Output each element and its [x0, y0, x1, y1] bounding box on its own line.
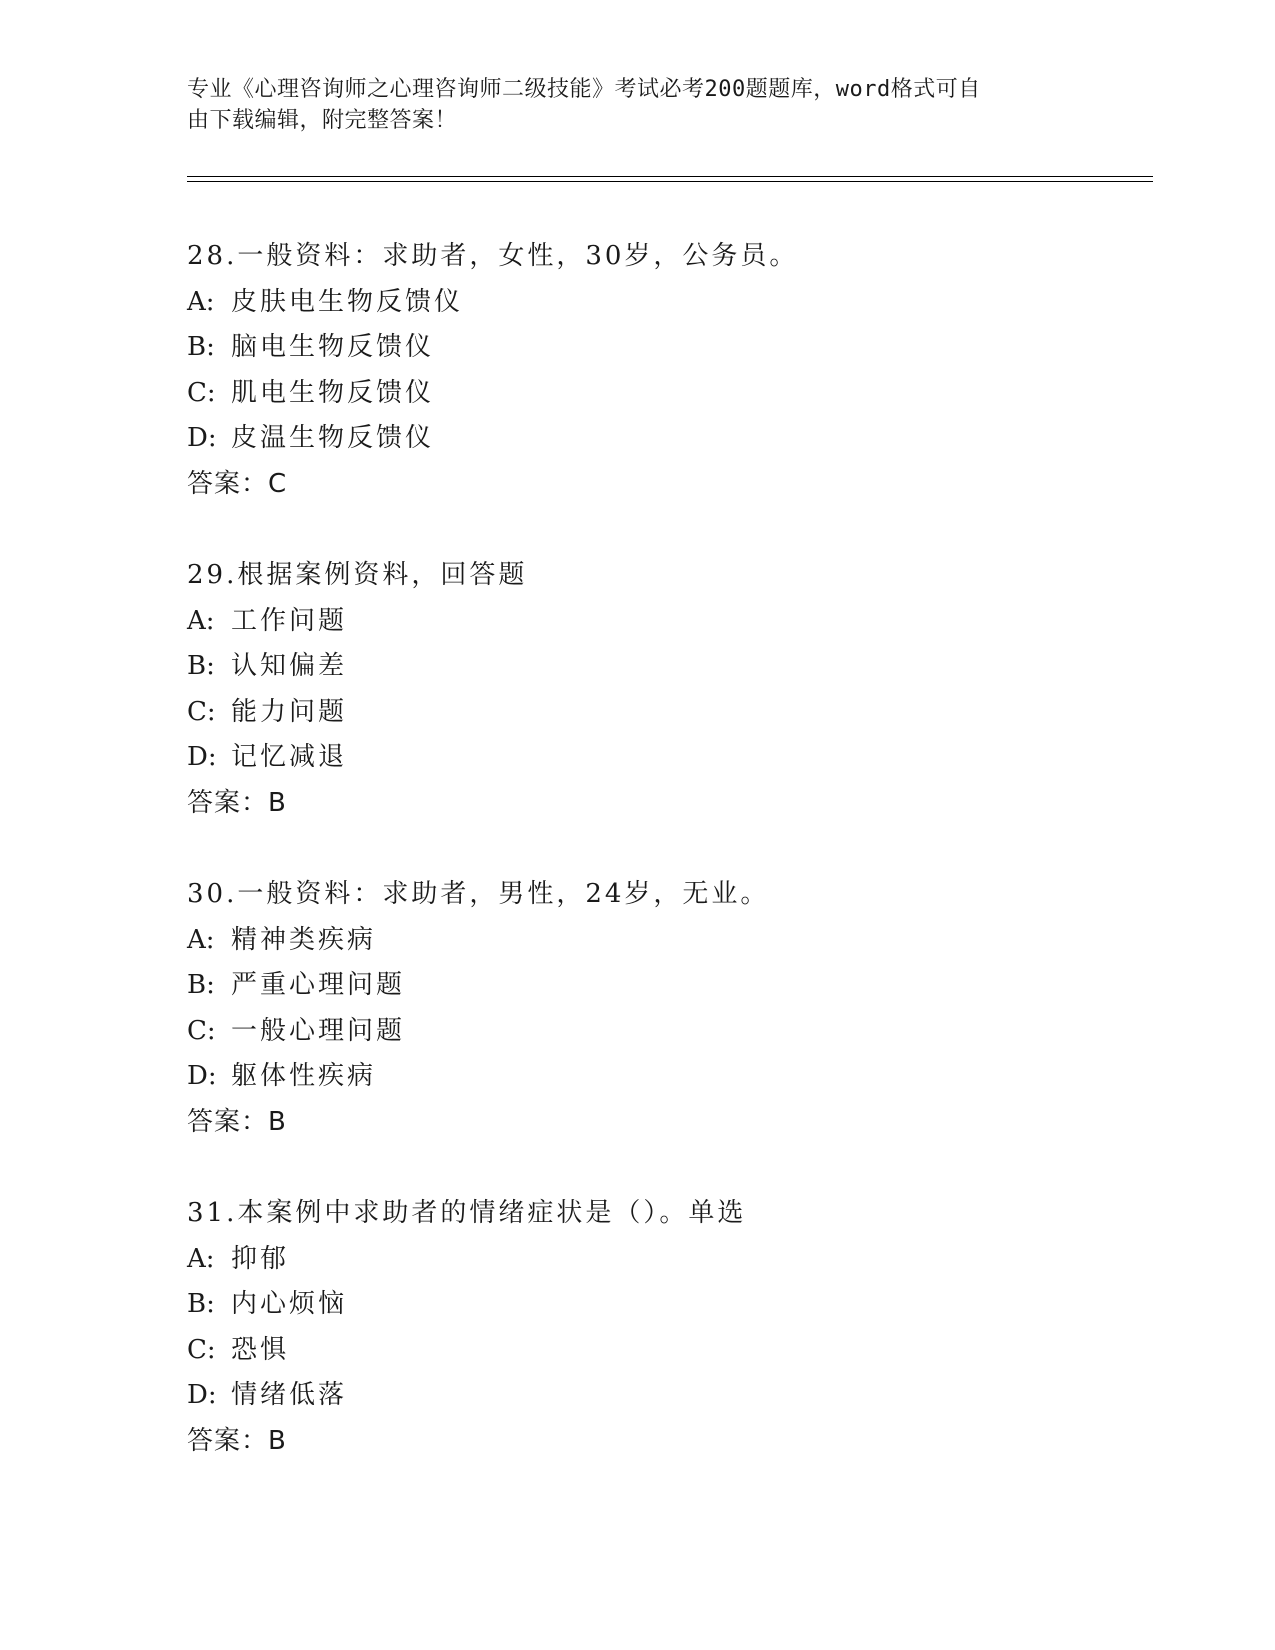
option-letter: A: — [187, 286, 215, 317]
option-letter: D: — [187, 1380, 217, 1410]
question-stem: 31.本案例中求助者的情绪症状是（）。单选 — [187, 1198, 747, 1228]
question-stem: 29.根据案例资料，回答题 — [187, 560, 528, 590]
option-letter: B: — [187, 332, 215, 362]
answer-line: 答案：B — [187, 1106, 287, 1137]
option-text: 躯体性疾病 — [231, 1061, 377, 1091]
option-letter: C: — [187, 1334, 216, 1365]
answer-line: 答案：B — [187, 787, 287, 818]
option-text: 一般心理问题 — [231, 1015, 406, 1046]
header-divider-top — [187, 176, 1153, 177]
option-c — [187, 371, 1137, 417]
option-b — [187, 644, 1137, 690]
option-a — [187, 599, 1137, 645]
option-d — [187, 735, 1137, 781]
option-c — [187, 690, 1137, 736]
option-text: 抑郁 — [231, 1243, 290, 1274]
option-letter: A: — [187, 924, 215, 955]
option-letter: D: — [187, 1061, 217, 1091]
option-a — [187, 918, 1137, 964]
option-letter: D: — [187, 423, 217, 453]
header-line-1: 专业《心理咨询师之心理咨询师二级技能》考试必考200题题库，word格式可自 — [187, 77, 981, 102]
option-b — [187, 1282, 1137, 1328]
option-d — [187, 1373, 1137, 1419]
question-28 — [187, 234, 1137, 507]
option-letter: C: — [187, 696, 216, 727]
option-text: 严重心理问题 — [231, 970, 406, 1000]
question-30 — [187, 872, 1137, 1145]
option-letter: B: — [187, 1289, 215, 1319]
option-b — [187, 325, 1137, 371]
option-d — [187, 416, 1137, 462]
question-31 — [187, 1191, 1137, 1464]
option-text: 脑电生物反馈仪 — [231, 332, 435, 362]
option-a — [187, 1237, 1137, 1283]
option-c — [187, 1328, 1137, 1374]
option-d — [187, 1054, 1137, 1100]
option-text: 皮温生物反馈仪 — [231, 423, 435, 453]
option-text: 精神类疾病 — [231, 924, 377, 955]
option-b — [187, 963, 1137, 1009]
option-text: 皮肤电生物反馈仪 — [231, 286, 464, 317]
option-letter: C: — [187, 1015, 216, 1046]
header-line-2: 由下载编辑，附完整答案！ — [187, 108, 458, 133]
option-text: 恐惧 — [231, 1334, 290, 1365]
option-a — [187, 280, 1137, 326]
header-divider-bottom — [187, 181, 1153, 182]
question-29 — [187, 553, 1137, 826]
option-text: 认知偏差 — [231, 651, 348, 681]
answer-line: 答案：B — [187, 1425, 287, 1456]
option-text: 情绪低落 — [231, 1380, 348, 1410]
answer-line: 答案：C — [187, 468, 288, 499]
option-letter: C: — [187, 377, 216, 408]
option-letter: A: — [187, 1243, 215, 1274]
option-text: 记忆减退 — [231, 742, 348, 772]
document-header — [187, 74, 1067, 136]
option-text: 肌电生物反馈仪 — [231, 377, 435, 408]
option-c — [187, 1009, 1137, 1055]
option-text: 内心烦恼 — [231, 1289, 348, 1319]
option-letter: B: — [187, 970, 215, 1000]
question-list — [187, 234, 1137, 1510]
option-letter: A: — [187, 605, 215, 636]
option-text: 能力问题 — [231, 696, 348, 727]
option-letter: D: — [187, 742, 217, 772]
question-stem: 28.一般资料：求助者，女性，30岁，公务员。 — [187, 241, 799, 271]
question-stem: 30.一般资料：求助者，男性，24岁，无业。 — [187, 879, 770, 909]
option-text: 工作问题 — [231, 605, 348, 636]
option-letter: B: — [187, 651, 215, 681]
